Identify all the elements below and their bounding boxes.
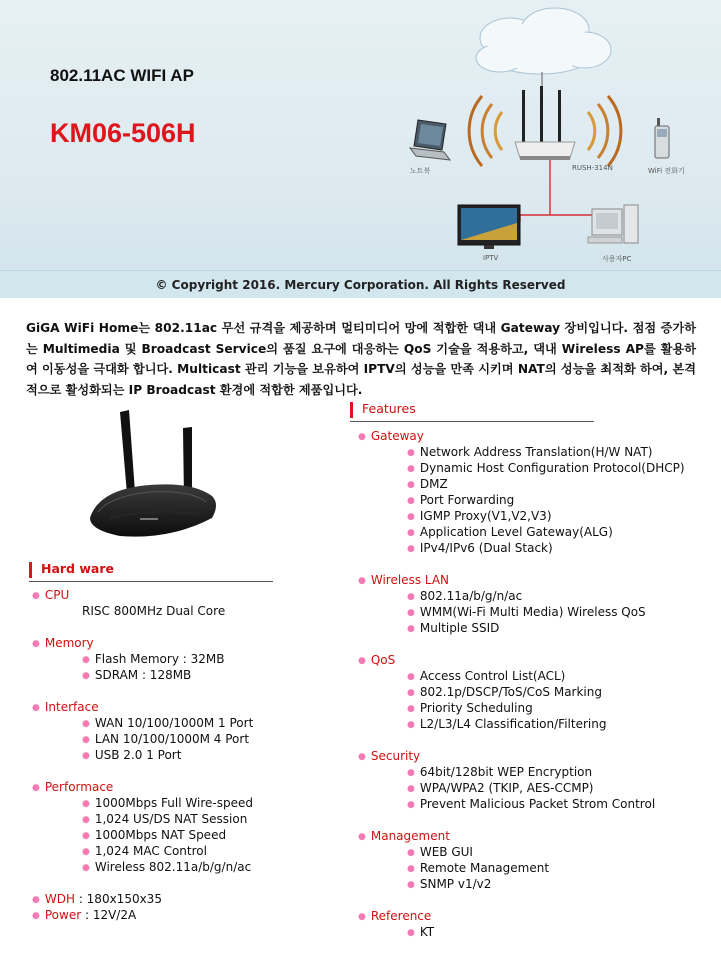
bullet-icon: ●: [32, 783, 40, 793]
feat-management-item: [407, 877, 491, 891]
feat-qos-item: [407, 717, 606, 731]
feat-security-item-text: 64bit/128bit WEP Encryption: [419, 765, 593, 779]
copyright-bar: © Copyright 2016. Mercury Corporation. All Rights Reserved: [0, 270, 721, 298]
diagram-label-phone: WiFi 전화기: [648, 167, 685, 175]
feat-qos-item: [407, 669, 565, 683]
product-model: KM06-506H: [50, 118, 196, 148]
bullet-icon: ●: [32, 703, 40, 713]
hw-performance-label: [32, 780, 113, 794]
feat-qos-label-text: QoS: [370, 653, 396, 667]
feat-reference-label-text: Reference: [370, 909, 432, 923]
hw-performance-item: [82, 860, 251, 874]
feat-gateway-item: [407, 461, 685, 475]
bullet-icon: ●: [407, 704, 415, 714]
bullet-icon: ●: [407, 528, 415, 538]
feat-qos-item: [407, 701, 533, 715]
hw-interface-item: [82, 732, 249, 746]
bullet-icon: ●: [82, 831, 90, 841]
bullet-icon: ●: [407, 880, 415, 890]
hw-performance-item: [82, 828, 226, 842]
feat-management-item: [407, 845, 473, 859]
feat-gateway-item-text: Network Address Translation(H/W NAT): [419, 445, 653, 459]
bullet-icon: ●: [407, 800, 415, 810]
hw-performance-item-text: 1000Mbps Full Wire-speed: [94, 796, 253, 810]
router-product-image: [80, 400, 230, 550]
bullet-icon: ●: [358, 832, 366, 842]
feat-qos-item-text: 802.1p/DSCP/ToS/CoS Marking: [419, 685, 602, 699]
bullet-icon: ●: [407, 688, 415, 698]
bullet-icon: ●: [407, 592, 415, 602]
bullet-icon: ●: [82, 719, 90, 729]
bullet-icon: ●: [32, 639, 40, 649]
hw-interface-item-text: USB 2.0 1 Port: [94, 748, 182, 762]
feat-wireless-item: [407, 605, 646, 619]
hw-interface-label-text: Interface: [44, 700, 99, 714]
feat-qos-label: [358, 653, 395, 667]
hw-performance-item-text: 1,024 MAC Control: [94, 844, 207, 858]
bullet-icon: ●: [407, 496, 415, 506]
bullet-icon: ●: [358, 432, 366, 442]
bullet-icon: ●: [358, 752, 366, 762]
bullet-icon: ●: [407, 848, 415, 858]
bullet-icon: ●: [407, 864, 415, 874]
bullet-icon: ●: [32, 911, 40, 921]
hw-performance-item-text: 1,024 US/DS NAT Session: [94, 812, 248, 826]
feat-security-label: [358, 749, 420, 763]
hw-performance-item: [82, 796, 253, 810]
hw-interface-item-text: WAN 10/100/1000M 1 Port: [94, 716, 254, 730]
bullet-icon: ●: [407, 768, 415, 778]
bullet-icon: ●: [407, 624, 415, 634]
hw-memory-item-text: Flash Memory : 32MB: [94, 652, 225, 666]
product-subtitle: 802.11AC WIFI AP: [50, 66, 194, 85]
feat-gateway-item-text: Application Level Gateway(ALG): [419, 525, 613, 539]
feat-management-item-text: Remote Management: [419, 861, 550, 875]
feat-gateway-item: [407, 509, 552, 523]
hw-wdh-value: : 180x150x35: [75, 892, 162, 906]
hw-memory-item-text: SDRAM : 128MB: [94, 668, 192, 682]
feat-reference-label: [358, 909, 431, 923]
bullet-icon: ●: [407, 512, 415, 522]
bullet-icon: ●: [82, 751, 90, 761]
header-banner: [0, 0, 721, 298]
section-marker: [29, 562, 32, 578]
feat-qos-item-text: L2/L3/L4 Classification/Filtering: [419, 717, 607, 731]
feat-gateway-item: [407, 477, 448, 491]
feat-management-item-text: WEB GUI: [419, 845, 473, 859]
feat-management-item: [407, 861, 549, 875]
bullet-icon: ●: [82, 847, 90, 857]
feat-gateway-label-text: Gateway: [370, 429, 424, 443]
bullet-icon: ●: [407, 928, 415, 938]
bullet-icon: ●: [82, 735, 90, 745]
feat-wireless-label: [358, 573, 449, 587]
diagram-label-pc: 사용자PC: [602, 255, 632, 263]
feat-gateway-item: [407, 541, 553, 555]
hw-cpu-label-text: CPU: [44, 588, 70, 602]
bullet-icon: ●: [407, 544, 415, 554]
bullet-icon: ●: [407, 464, 415, 474]
bullet-icon: ●: [82, 671, 90, 681]
feat-gateway-item-text: IGMP Proxy(V1,V2,V3): [419, 509, 552, 523]
diagram-label-router: RUSH-314N: [572, 164, 613, 172]
feat-gateway-item-text: IPv4/IPv6 (Dual Stack): [419, 541, 553, 555]
bullet-icon: ●: [82, 655, 90, 665]
feat-management-label: [358, 829, 450, 843]
bullet-icon: ●: [32, 591, 40, 601]
feat-security-item-text: WPA/WPA2 (TKIP, AES-CCMP): [419, 781, 594, 795]
feat-gateway-item-text: Dynamic Host Configuration Protocol(DHCP): [419, 461, 685, 475]
bullet-icon: ●: [358, 912, 366, 922]
hw-performance-item: [82, 844, 207, 858]
feat-management-item-text: SNMP v1/v2: [419, 877, 492, 891]
hw-performance-label-text: Performace: [44, 780, 114, 794]
hw-cpu-label: [32, 588, 69, 602]
bullet-icon: ●: [407, 672, 415, 682]
network-diagram: [380, 0, 721, 270]
feat-gateway-item: [407, 493, 514, 507]
bullet-icon: ●: [407, 784, 415, 794]
feat-management-label-text: Management: [370, 829, 450, 843]
feat-gateway-item: [407, 525, 613, 539]
feat-gateway-label: [358, 429, 424, 443]
hardware-title: Hard ware: [41, 561, 114, 576]
hw-wdh-row: [32, 892, 162, 906]
feat-gateway-item-text: DMZ: [419, 477, 448, 491]
feat-security-label-text: Security: [370, 749, 421, 763]
feat-security-item-text: Prevent Malicious Packet Strom Control: [419, 797, 656, 811]
feat-wireless-item-text: Multiple SSID: [419, 621, 500, 635]
diagram-label-iptv: IPTV: [483, 254, 499, 262]
features-title: Features: [362, 401, 416, 416]
feat-reference-item-text: KT: [419, 925, 435, 939]
feat-qos-item: [407, 685, 602, 699]
network-diagram-graphic: [380, 0, 721, 270]
hw-interface-item: [82, 748, 181, 762]
bullet-icon: ●: [82, 815, 90, 825]
bullet-icon: ●: [407, 720, 415, 730]
hw-performance-item: [82, 812, 247, 826]
bullet-icon: ●: [82, 863, 90, 873]
feat-qos-item-text: Priority Scheduling: [419, 701, 533, 715]
bullet-icon: ●: [407, 448, 415, 458]
feat-wireless-item: [407, 589, 522, 603]
hw-power-value: : 12V/2A: [81, 908, 137, 922]
feat-wireless-item-text: WMM(Wi-Fi Multi Media) Wireless QoS: [419, 605, 646, 619]
bullet-icon: ●: [82, 799, 90, 809]
feat-security-item: [407, 765, 592, 779]
hw-performance-item-text: 1000Mbps NAT Speed: [94, 828, 227, 842]
feat-gateway-item-text: Port Forwarding: [419, 493, 515, 507]
feat-reference-item: [407, 925, 434, 939]
bullet-icon: ●: [407, 480, 415, 490]
hw-performance-item-text: Wireless 802.11a/b/g/n/ac: [94, 860, 252, 874]
diagram-label-notebook: 노트북: [410, 167, 431, 175]
hardware-section-header: [29, 560, 273, 582]
hw-memory-item: [82, 668, 191, 682]
feat-gateway-item: [407, 445, 652, 459]
feat-wireless-item: [407, 621, 499, 635]
hw-interface-item: [82, 716, 253, 730]
bullet-icon: ●: [358, 576, 366, 586]
hw-memory-item: [82, 652, 224, 666]
hw-interface-label: [32, 700, 99, 714]
feat-qos-item-text: Access Control List(ACL): [419, 669, 566, 683]
intro-paragraph: GiGA WiFi Home는 802.11ac 무선 규격을 제공하며 멀티미디어 망에 적합한 댁내 Gateway 장비입니다. 점점 증가하는 Multimedia 및 Broadcast Service의 품질 요구에 대응하는 QoS 기술을 적용하고, 댁내 Wireless AP를 활용하여 이동성을 극대화 합니다. Multicast 관리 기능을 보유하여 IPTV의 성능을 만족 시키며 NAT의 성능을 최적화 하여, 본격적으로 활성화되는 IP Broadcast 환경에 적합한 제품입니다.: [26, 321, 696, 397]
section-marker: [350, 402, 353, 418]
hw-interface-item-text: LAN 10/100/1000M 4 Port: [94, 732, 250, 746]
hw-power-row: [32, 908, 136, 922]
feat-security-item: [407, 797, 655, 811]
bullet-icon: ●: [407, 608, 415, 618]
bullet-icon: ●: [358, 656, 366, 666]
bullet-icon: ●: [32, 895, 40, 905]
feat-wireless-label-text: Wireless LAN: [370, 573, 450, 587]
feat-wireless-item-text: 802.11a/b/g/n/ac: [419, 589, 523, 603]
hw-memory-label: [32, 636, 94, 650]
hw-cpu-value: RISC 800MHz Dual Core: [82, 604, 226, 618]
hw-memory-label-text: Memory: [44, 636, 94, 650]
hw-power-label: Power: [44, 908, 82, 922]
features-section-header: [350, 400, 594, 422]
feat-security-item: [407, 781, 594, 795]
hw-wdh-label: WDH: [44, 892, 75, 906]
